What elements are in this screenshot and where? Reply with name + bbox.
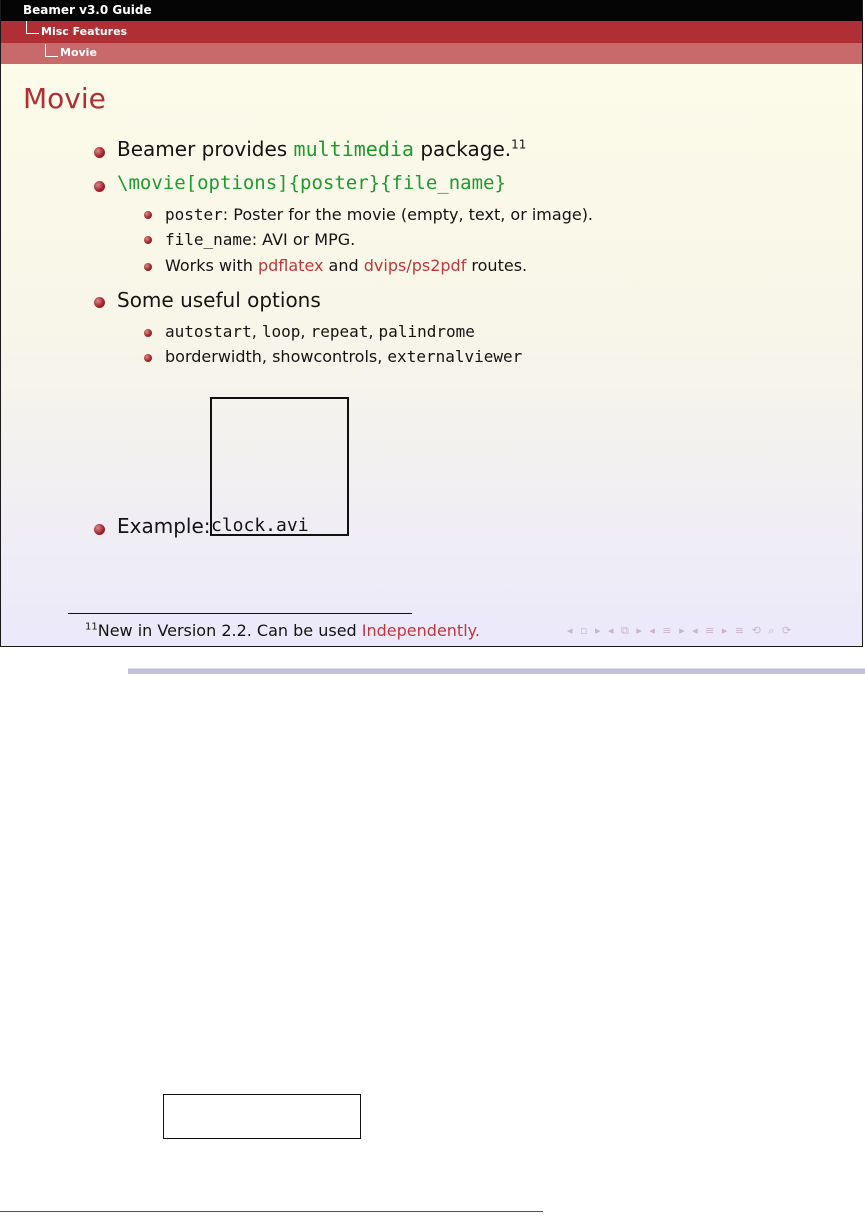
list-item-example: Example:: [117, 514, 211, 538]
sub-bullet-icon: [144, 211, 152, 219]
separator-band: [128, 668, 865, 674]
list-subitem-poster: [165, 205, 593, 224]
footnote-highlight: Independently.: [361, 621, 480, 640]
header-presentation-title[interactable]: Beamer v3.0 Guide: [23, 3, 152, 17]
option-autostart: autostart: [165, 322, 252, 341]
bullet-ball-icon: [94, 297, 105, 308]
list-subitem-options1: autostart, loop, repeat, palindrome: [165, 322, 475, 341]
option-showcontrols: showcontrols: [272, 347, 378, 366]
movie-command: \movie[options]{poster}{file_name}: [117, 172, 506, 194]
option-externalviewer: externalviewer: [387, 347, 523, 366]
header-bar-presentation: [1, 0, 862, 21]
list-subitem-options2: borderwidth, showcontrols, externalviewer: [165, 347, 523, 366]
pdflatex-label: pdflatex: [257, 256, 324, 275]
sub-bullet-icon: [144, 354, 152, 362]
item-text: package.: [413, 137, 512, 161]
code-poster: poster: [165, 205, 223, 224]
subitem-text: Works with: [165, 256, 258, 275]
footnote-mark[interactable]: 11: [511, 137, 527, 152]
option-borderwidth: borderwidth: [165, 347, 262, 366]
footnote-number: 11: [85, 621, 98, 633]
code-file-name: file_name: [165, 230, 252, 249]
bullet-ball-icon: [94, 147, 105, 158]
option-palindrome: palindrome: [378, 322, 475, 341]
sub-bullet-icon: [144, 329, 152, 337]
example-file-name: clock.avi: [211, 515, 309, 536]
header-section-title[interactable]: Misc Features: [41, 25, 128, 38]
subitem-text: and: [323, 256, 364, 275]
tree-connector-icon: [26, 21, 39, 34]
header-subsection-title[interactable]: Movie: [60, 46, 97, 59]
option-repeat: repeat: [310, 322, 369, 341]
frame-title: Movie: [23, 82, 106, 115]
empty-box: [163, 1094, 361, 1139]
tree-connector-icon: [45, 44, 58, 57]
dvips-label: dvips/ps2pdf: [363, 256, 467, 275]
footnote: [85, 621, 480, 640]
sub-bullet-icon: [144, 263, 152, 271]
footnote-rule: [68, 613, 412, 614]
subitem-text: : AVI or MPG.: [251, 230, 356, 249]
header-bar-subsection: [1, 43, 862, 64]
list-item-useful-options: Some useful options: [117, 288, 321, 312]
list-subitem-file-name: [165, 230, 355, 249]
code-multimedia: multimedia: [293, 137, 414, 161]
option-loop: loop: [261, 322, 301, 341]
subitem-text: : Poster for the movie (empty, text, or image).: [222, 205, 594, 224]
header-bar-section: [1, 21, 862, 43]
list-subitem-routes: [165, 256, 527, 275]
bullet-ball-icon: [94, 181, 105, 192]
footnote-text: New in Version 2.2. Can be used: [97, 621, 362, 640]
subitem-text: routes.: [466, 256, 528, 275]
bullet-ball-icon: [94, 524, 105, 535]
sub-bullet-icon: [144, 236, 152, 244]
navigation-symbols[interactable]: ◂ ▫ ▸ ◂ ⧉ ▸ ◂ ≡ ▸ ◂ ≡ ▸ ≡ ⟲ ⌕ ⟳: [567, 624, 794, 637]
list-item-multimedia: [117, 137, 526, 161]
bottom-rule: [0, 1211, 543, 1212]
item-text: Beamer provides: [117, 137, 294, 161]
